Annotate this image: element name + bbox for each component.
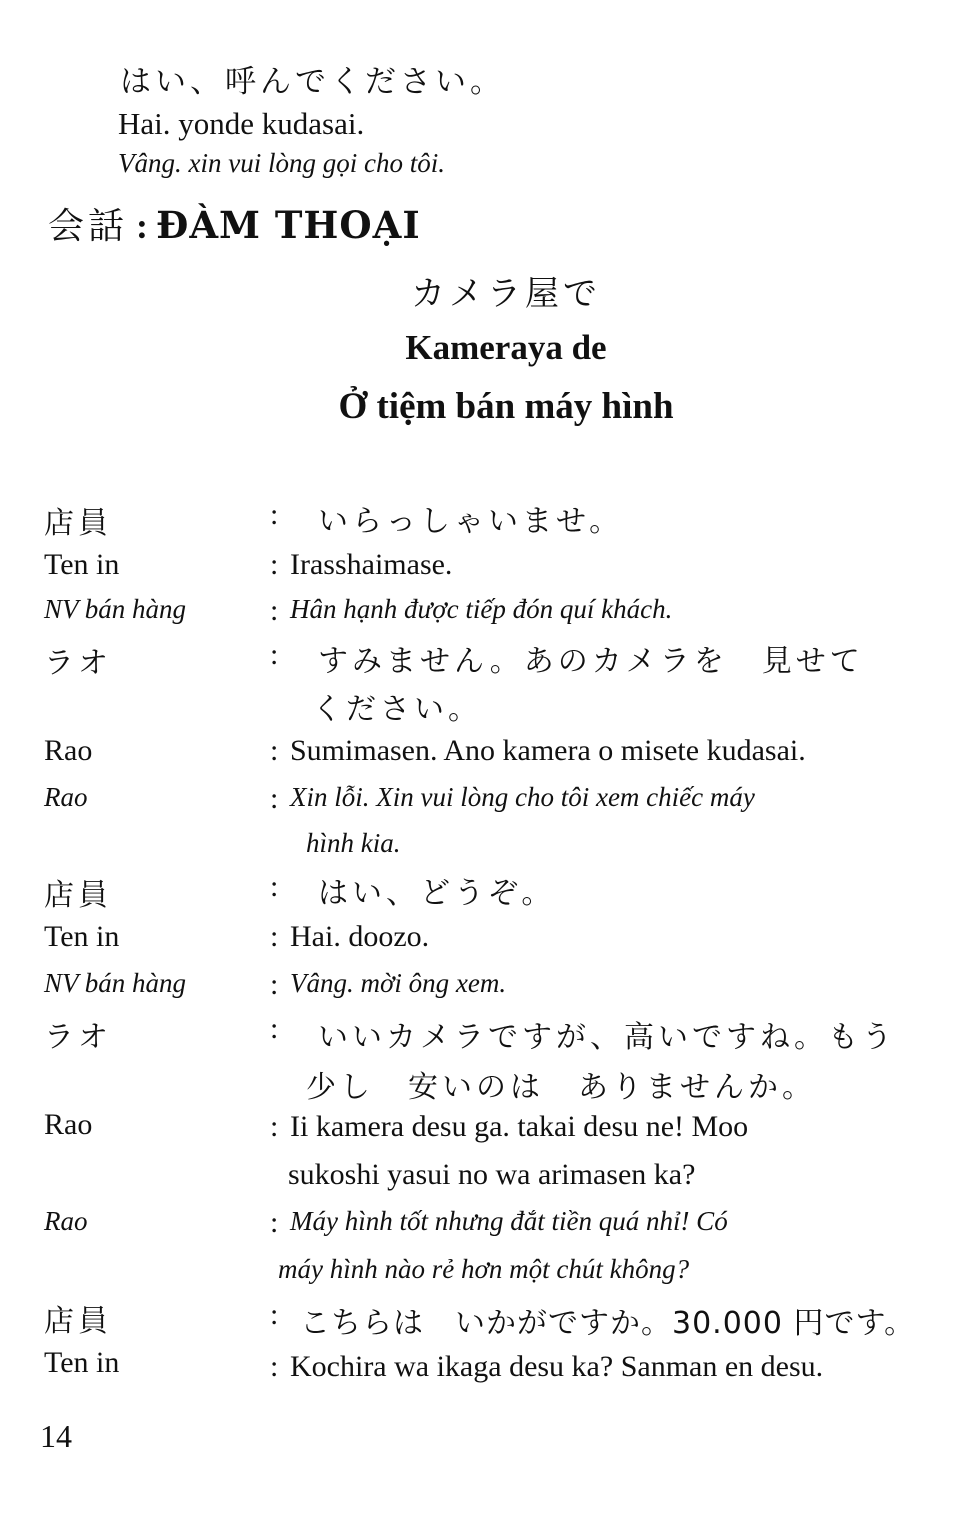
dialogue-line: Máy hình tốt nhưng đắt tiền quá nhỉ! Có bbox=[290, 1206, 728, 1236]
dialogue-line-continued: 少し 安いのは ありませんか。 bbox=[306, 1070, 816, 1105]
speaker-label: ラオ bbox=[44, 1020, 112, 1055]
dialogue-line: いらっしゃいませ。 bbox=[318, 504, 624, 539]
dialogue-line: Hân hạnh được tiếp đón quí khách. bbox=[290, 594, 673, 624]
dialogue-line: Ii kamera desu ga. takai desu ne! Moo bbox=[290, 1110, 749, 1143]
separator-colon: : bbox=[270, 1110, 279, 1143]
speaker-label: ラオ bbox=[44, 646, 112, 681]
separator-colon: : bbox=[270, 594, 279, 627]
speaker-label: Ten in bbox=[44, 920, 120, 953]
separator-colon: : bbox=[270, 734, 279, 767]
speaker-label: 店員 bbox=[44, 1304, 112, 1339]
section-kanji: 会話 bbox=[48, 206, 129, 247]
speaker-label: Rao bbox=[44, 782, 88, 812]
section-heading bbox=[48, 198, 421, 249]
speaker-label: Ten in bbox=[44, 1346, 120, 1379]
intro-vietnamese: Vâng. xin vui lòng gọi cho tôi. bbox=[118, 148, 445, 178]
dialogue-line: Sumimasen. Ano kamera o misete kudasai. bbox=[290, 734, 806, 767]
separator-colon: : bbox=[270, 498, 279, 531]
speaker-label: NV bán hàng bbox=[44, 968, 187, 998]
section-colon: : bbox=[136, 206, 149, 246]
separator-colon: : bbox=[270, 548, 279, 581]
dialogue-line-continued: máy hình nào rẻ hơn một chút không? bbox=[278, 1254, 690, 1284]
dialogue-line: Hai. doozo. bbox=[290, 920, 430, 953]
intro-romaji: Hai. yonde kudasai. bbox=[118, 106, 365, 141]
dialogue-line: Kochira wa ikaga desu ka? Sanman en desu. bbox=[290, 1350, 824, 1383]
speaker-label: Rao bbox=[44, 1206, 88, 1236]
dialogue-line: すみません。あのカメラを 見せて bbox=[318, 644, 864, 679]
lesson-title-japanese: カメラ屋で bbox=[411, 274, 601, 314]
dialogue-line: こちらは いかがですか。30.000 円です。 bbox=[300, 1306, 916, 1341]
dialogue-line: Vâng. mời ông xem. bbox=[290, 968, 507, 998]
dialogue-line: Irasshaimase. bbox=[290, 548, 453, 581]
dialogue-line-continued: sukoshi yasui no wa arimasen ka? bbox=[288, 1158, 696, 1191]
dialogue-line: いいカメラですが、高いですね。もう bbox=[318, 1020, 896, 1055]
speaker-label: NV bán hàng bbox=[44, 594, 187, 624]
page-number: 14 bbox=[40, 1418, 72, 1454]
separator-colon: : bbox=[270, 1012, 279, 1045]
separator-colon: : bbox=[270, 1298, 279, 1331]
lesson-title-romaji: Kameraya de bbox=[405, 328, 607, 367]
dialogue-line: はい、どうぞ。 bbox=[318, 876, 556, 911]
section-title: ĐÀM THOẠI bbox=[156, 203, 421, 247]
separator-colon: : bbox=[270, 968, 279, 1001]
speaker-label: 店員 bbox=[44, 506, 112, 541]
separator-colon: : bbox=[270, 870, 279, 903]
separator-colon: : bbox=[270, 1350, 279, 1383]
separator-colon: : bbox=[270, 782, 279, 815]
speaker-label: Ten in bbox=[44, 548, 120, 581]
speaker-label: Rao bbox=[44, 1108, 93, 1141]
separator-colon: : bbox=[270, 1206, 279, 1239]
speaker-label: 店員 bbox=[44, 878, 112, 913]
intro-japanese: はい、呼んでください。 bbox=[120, 64, 505, 100]
dialogue-line-continued: hình kia. bbox=[306, 828, 401, 858]
dialogue-line: Xin lỗi. Xin vui lòng cho tôi xem chiếc máy bbox=[290, 782, 755, 812]
dialogue-line-continued: ください。 bbox=[312, 692, 482, 727]
separator-colon: : bbox=[270, 638, 279, 671]
separator-colon: : bbox=[270, 920, 279, 953]
lesson-title-vietnamese: Ở tiệm bán máy hình bbox=[338, 386, 674, 427]
speaker-label: Rao bbox=[44, 734, 93, 767]
